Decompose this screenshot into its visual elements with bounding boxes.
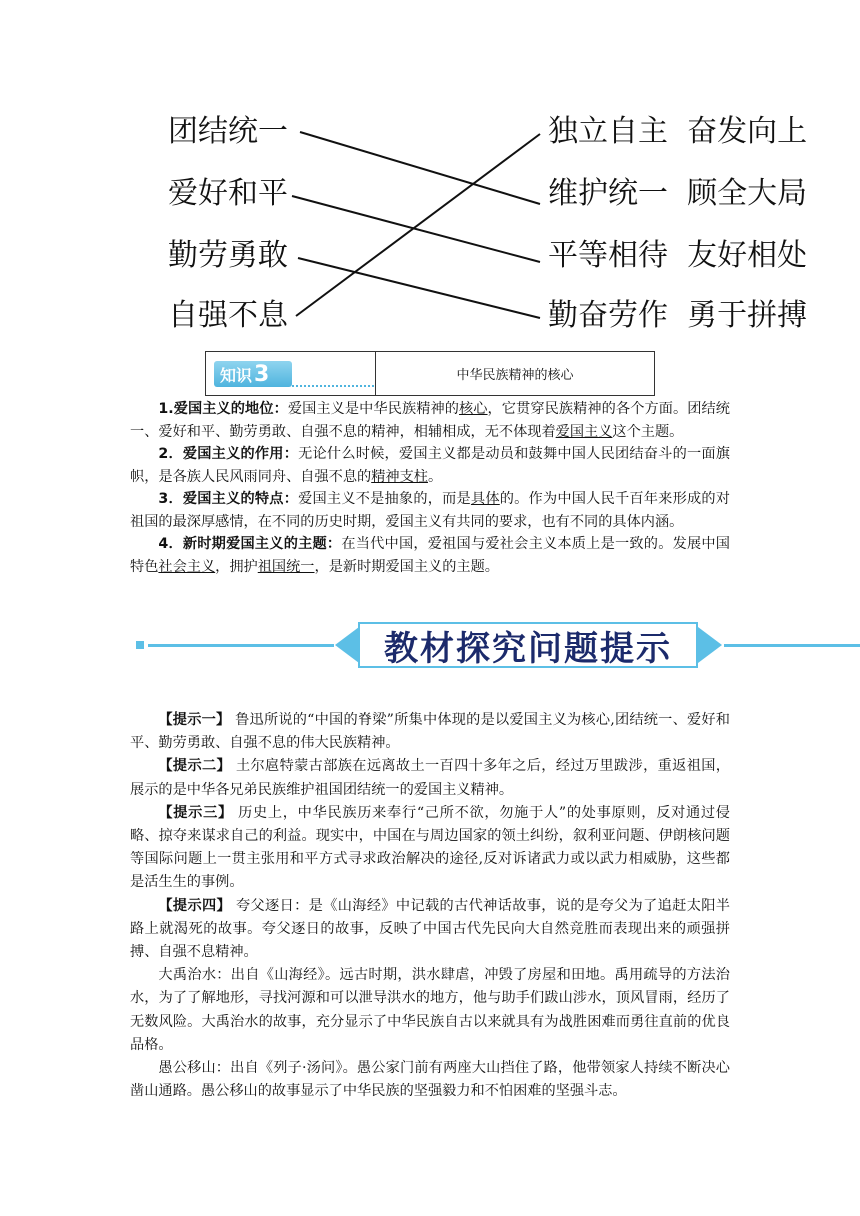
- match-line-2: [292, 196, 540, 262]
- tip-text: 大禹治水：出自《山海经》。远古时期，洪水肆虐，冲毁了房屋和田地。禹用疏导的方法治水，为了了解地形，寻找河源和可以泄导洪水的地方，他与助手们跋山涉水，顶风冒雨，经历了无数风险。大禹治水的故事，充分显示了中华民族自古以来就具有为战胜困难而勇往直前的优良品格。: [130, 967, 730, 1053]
- left-term-3: 勤劳勇敢: [168, 238, 288, 273]
- knowledge-badge-number: 3: [254, 361, 270, 387]
- point-label: 3．爱国主义的特点：: [158, 491, 299, 507]
- tip-5: [130, 964, 730, 1057]
- right-term-4: 勤奋劳作 勇于拼搏: [548, 298, 808, 333]
- point-key: 爱国主义: [555, 423, 613, 440]
- banner-square-left: [136, 641, 144, 649]
- left-term-2: 爱好和平: [168, 176, 288, 211]
- tip-text: 夸父逐日：是《山海经》中记载的古代神话故事，说的是夸父为了追赶太阳半路上就渴死的故事。夸父逐日的故事，反映了中国古代先民向大自然竞胜而表现出来的顽强拼搏、自强不息精神。: [130, 897, 730, 961]
- point-label: 2．爱国主义的作用：: [158, 446, 299, 462]
- right-term-3: 平等相待 友好相处: [548, 238, 808, 273]
- point-key: 祖国统一: [257, 558, 315, 575]
- tip-3: [130, 802, 730, 895]
- tip-text: 历史上，中华民族历来奉行“己所不欲，勿施于人”的处事原则，反对通过侵略、掠夺来谋求自己的利益。现实中，中国在与周边国家的领土纠纷，叙利亚问题、伊朗核问题等国际问题上一贯主张用和平方式寻求政治解决的途径,反对诉诸武力或以武力相威胁，这些都是活生生的事例。: [130, 804, 730, 891]
- point-text: ，是新时期爱国主义的主题。: [314, 558, 499, 575]
- point-text: 的。作为中国人民千百年来形成的对祖国的最深厚感情，在不同的历史时期，爱国主义有共同的要求，也有不同的具体内涵。: [130, 491, 730, 530]
- tip-text: 土尔扈特蒙古部族在远离故土一百四十多年之后，经过万里跋涉，重返祖国，展示的是中华各兄弟民族维护祖国团结统一的爱国主义精神。: [130, 758, 730, 798]
- tips-section: [130, 709, 730, 1103]
- point-text: ，拥护: [215, 558, 258, 575]
- point-text: 在当代中国，爱祖国与爱社会主义本质上是一致的。发展中国特色: [130, 536, 730, 575]
- section-banner: [130, 614, 860, 676]
- tip-label: 【提示四】: [158, 897, 232, 914]
- knowledge-title: 中华民族精神的核心: [456, 368, 574, 383]
- knowledge-badge-cell: [206, 352, 376, 395]
- point-3: [130, 488, 730, 533]
- point-text: 这个主题。: [612, 423, 684, 440]
- point-key: 核心: [459, 401, 488, 417]
- tip-label: 【提示二】: [158, 758, 232, 775]
- point-key: 具体: [470, 491, 500, 507]
- banner-rule-right: [724, 644, 860, 647]
- point-key: 社会主义: [158, 558, 216, 575]
- point-text: 爱国主义是中华民族精神的: [287, 401, 460, 417]
- knowledge-points: [130, 398, 730, 578]
- knowledge-badge: [214, 361, 292, 387]
- left-term-4: 自强不息: [168, 298, 288, 333]
- tip-6: [130, 1057, 730, 1103]
- point-text: 。: [427, 468, 443, 485]
- tip-4: [130, 895, 730, 965]
- point-2: [130, 443, 730, 488]
- right-term-1: 独立自主 奋发向上: [548, 114, 808, 149]
- banner-rule-left: [148, 644, 334, 647]
- banner-title: 教材探究问题提示: [358, 622, 698, 668]
- point-text: ，它贯穿民族精神的各个方面。团结统一、爱好和平、勤劳勇敢、自强不息的精神，相辅相成，无不体现着: [130, 401, 730, 440]
- tip-label: 【提示三】: [158, 804, 233, 821]
- tip-1: [130, 709, 730, 755]
- banner-arrow-right-icon: [698, 627, 722, 663]
- banner-arrow-left-icon: [335, 627, 359, 663]
- knowledge-header: [205, 351, 655, 396]
- point-label: 1.爱国主义的地位：: [158, 401, 288, 417]
- point-key: 精神支柱: [371, 468, 428, 485]
- match-line-1: [300, 132, 540, 204]
- left-term-1: 团结统一: [168, 114, 288, 149]
- point-text: 无论什么时候，爱国主义都是动员和鼓舞中国人民团结奋斗的一面旗帜，是各族人民风雨同舟、自强不息的: [130, 446, 730, 485]
- point-text: 爱国主义不是抽象的，而是: [298, 491, 471, 507]
- tip-text: 愚公移山：出自《列子·汤问》。愚公家门前有两座大山挡住了路，他带领家人持续不断决心凿山通路。愚公移山的故事显示了中华民族的坚强毅力和不怕困难的坚强斗志。: [130, 1060, 730, 1100]
- badge-dotted-underline: [292, 385, 374, 387]
- matching-exercise: [0, 0, 860, 350]
- tip-text: 鲁迅所说的“中国的脊梁”所集中体现的是以爱国主义为核心,团结统一、爱好和平、勤劳勇敢、自强不息的伟大民族精神。: [130, 712, 730, 752]
- point-1: [130, 398, 730, 443]
- point-4: [130, 533, 730, 578]
- tip-2: [130, 755, 730, 801]
- tip-label: 【提示一】: [158, 712, 231, 728]
- knowledge-badge-text: 知识: [220, 365, 253, 385]
- point-label: 4．新时期爱国主义的主题：: [158, 536, 342, 552]
- right-term-2: 维护统一 顾全大局: [548, 176, 808, 211]
